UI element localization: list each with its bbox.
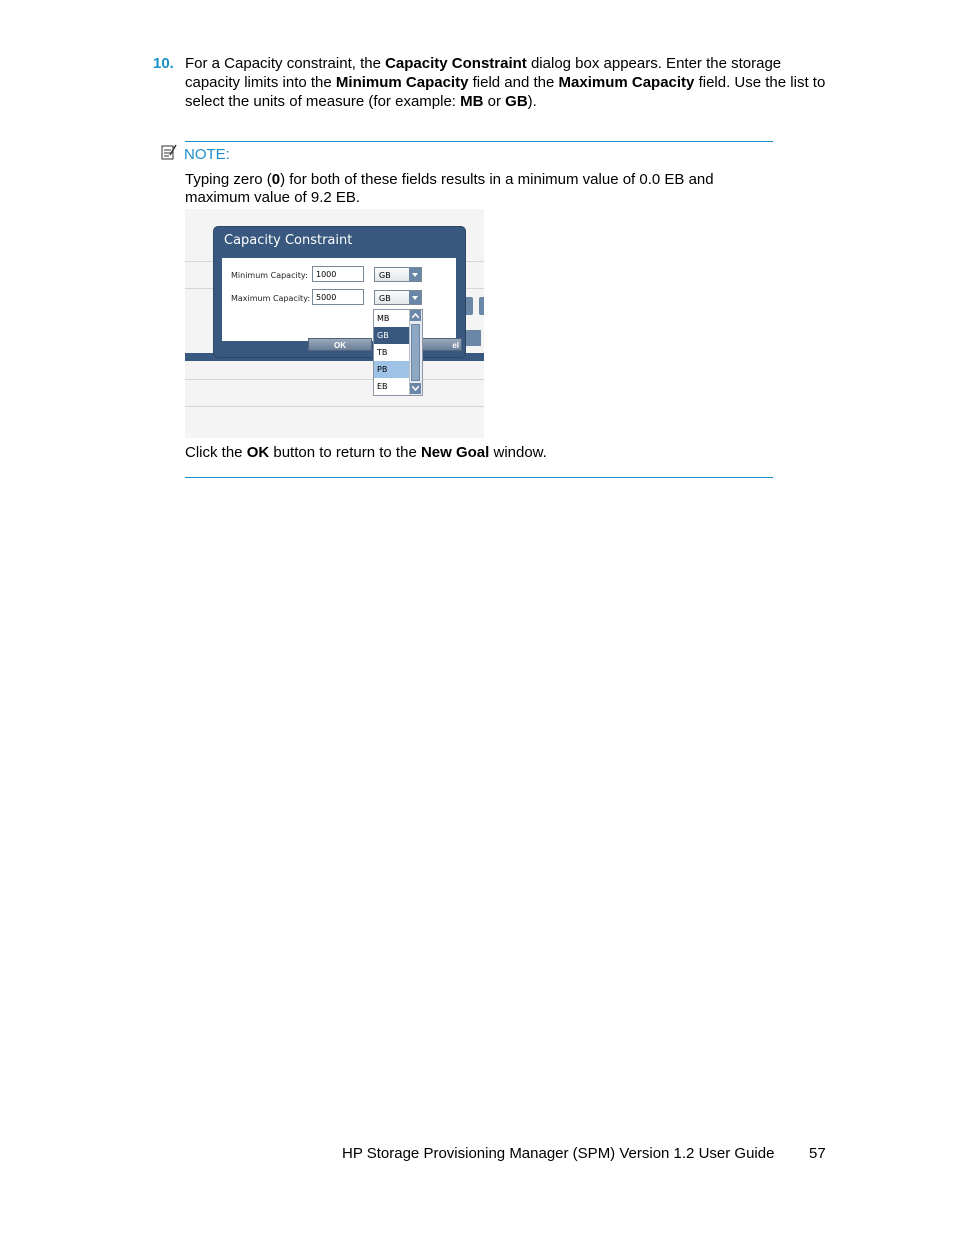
unit-option-gb[interactable]: GB — [374, 327, 410, 344]
maximum-capacity-input[interactable]: 5000 — [312, 289, 364, 305]
maximum-capacity-label: Maximum Capacity: — [231, 294, 311, 303]
chevron-down-icon — [409, 291, 421, 304]
unit-option-mb[interactable]: MB — [377, 314, 390, 323]
minimum-unit-value: GB — [379, 271, 391, 280]
bg-button — [479, 297, 484, 315]
note-body: Typing zero (0) for both of these fields results in a minimum value of 0.0 EB and maximum value of 9.2 EB. — [185, 171, 714, 206]
dialog-title: Capacity Constraint — [224, 233, 353, 248]
ok-button[interactable]: OK — [308, 338, 372, 351]
ok-instruction: Click the OK button to return to the New Goal window. — [185, 444, 547, 461]
cancel-button[interactable]: el — [422, 338, 462, 351]
note-icon — [161, 144, 177, 164]
unit-option-pb[interactable]: PB — [374, 361, 410, 378]
maximum-unit-select[interactable] — [374, 290, 422, 305]
capacity-constraint-dialog — [213, 226, 466, 358]
page-number: 57 — [809, 1145, 826, 1162]
maximum-unit-value: GB — [379, 294, 391, 303]
note-header — [161, 145, 230, 163]
note-top-rule — [185, 141, 773, 142]
scroll-thumb[interactable] — [411, 324, 420, 381]
unit-dropdown-list[interactable] — [373, 309, 423, 396]
unit-option-tb[interactable]: TB — [377, 348, 388, 357]
note-label: NOTE: — [184, 145, 230, 163]
step-text: For a Capacity constraint, the Capacity Constraint dialog box appears. Enter the storage capacity limits into the Minimum Capacity field and the Maximum Capacity field. Use the list to select the units of measure (for example: MB or GB). — [185, 55, 826, 110]
scroll-down-icon[interactable] — [410, 383, 421, 394]
guide-title: HP Storage Provisioning Manager (SPM) Version 1.2 User Guide — [342, 1145, 775, 1162]
minimum-unit-select[interactable] — [374, 267, 422, 282]
note-bottom-rule — [185, 477, 773, 478]
bg-line — [185, 406, 484, 407]
scroll-up-icon[interactable] — [410, 310, 421, 321]
minimum-capacity-label: Minimum Capacity: — [231, 271, 308, 280]
chevron-down-icon — [409, 268, 421, 281]
step-number: 10. — [153, 55, 174, 72]
dropdown-scrollbar[interactable] — [409, 310, 422, 395]
minimum-capacity-input[interactable]: 1000 — [312, 266, 364, 282]
bg-line — [185, 379, 484, 380]
unit-option-eb[interactable]: EB — [377, 382, 388, 391]
capacity-constraint-screenshot — [185, 209, 484, 438]
